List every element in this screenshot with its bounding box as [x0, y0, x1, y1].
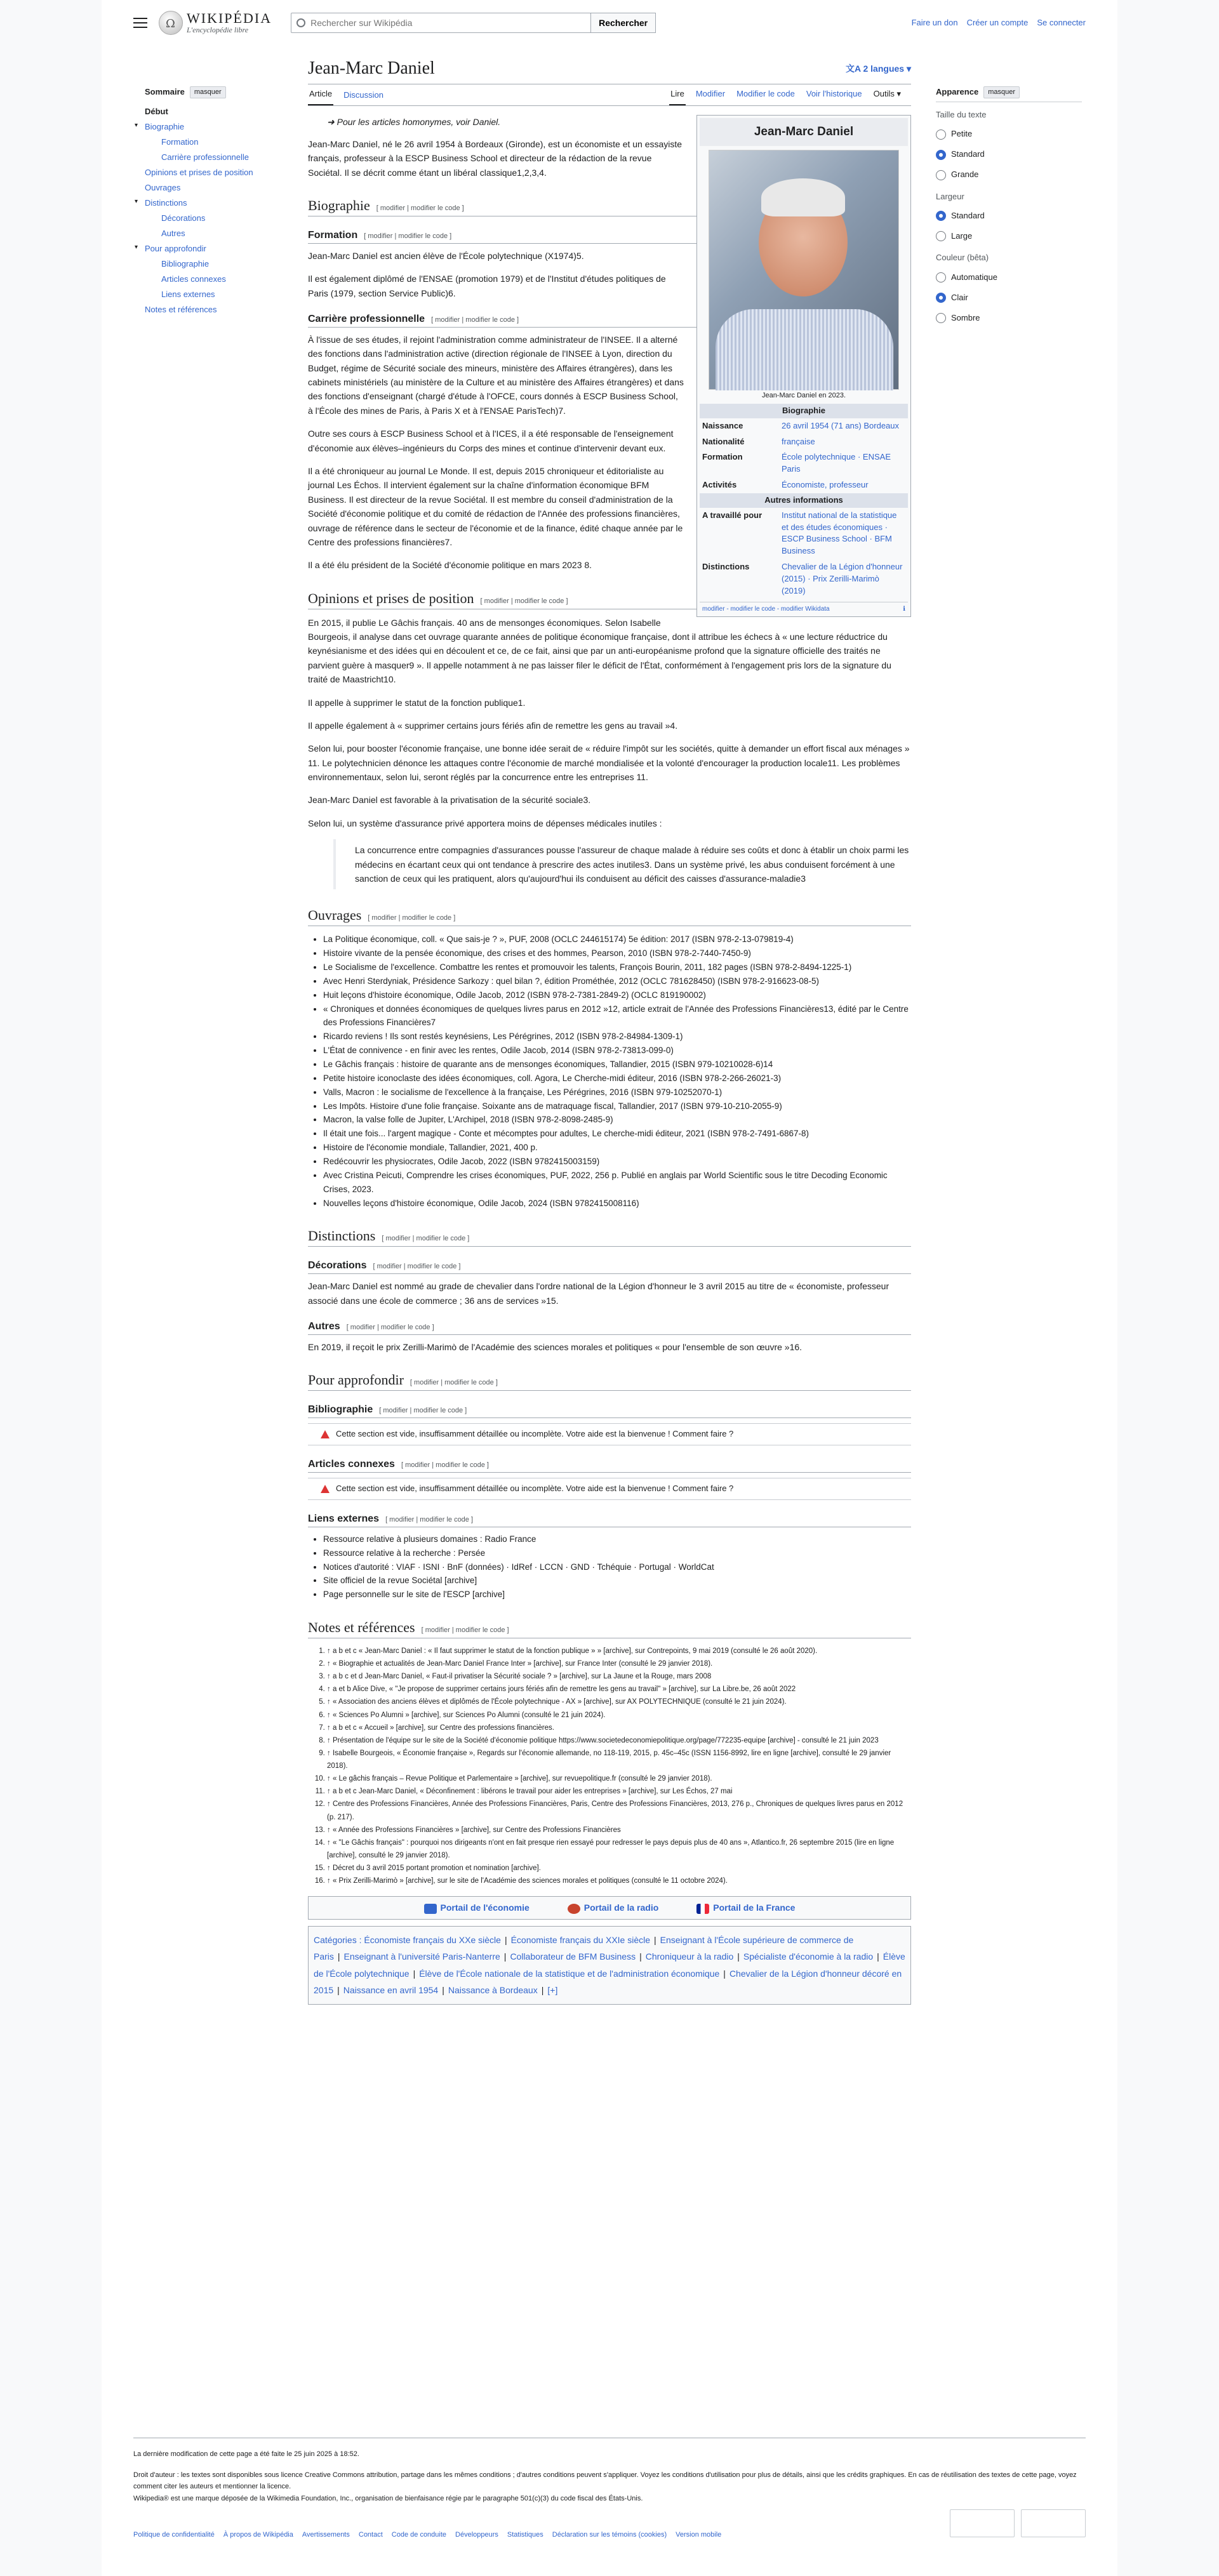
intro-paragraph: Jean-Marc Daniel, né le 26 avril 1954 à Bordeaux (Gironde), est un économiste et un essayiste français, professeur à la ESCP Business School et directeur de la rédaction de la revue Sociétal. Il se décrit comme étant un libéral classique1,2,3,4.: [308, 138, 683, 178]
category-link[interactable]: Enseignant à l'université Paris-Nanterre: [343, 1951, 500, 1962]
portrait-photo[interactable]: [709, 150, 899, 390]
reference-item: 14. ↑ « "Le Gâchis français" : pourquoi nos dirigeants n'ont en fait presque rien essayé pour redresser le pays depuis plus de 40 ans », Atlantico.fr, 26 septembre 2015 (lire en ligne [archive], consulté le 29 janvier 2018).: [327, 1836, 911, 1862]
chevron-down-icon[interactable]: ▾: [135, 197, 138, 205]
paragraph: En 2019, il reçoit le prix Zerilli-Marimò de l'Académie des sciences morales et politiques « pour l'ensemble de son œuvre »16.: [308, 1342, 803, 1352]
toc-item-label[interactable]: Autres: [161, 228, 185, 238]
infobox-value[interactable]: École polytechnique · ENSAE Paris: [782, 452, 891, 474]
appearance-group-label: Taille du texte: [936, 109, 987, 119]
tab-history[interactable]: Voir l'historique: [806, 88, 862, 98]
radio-label: Grande: [951, 169, 979, 180]
page-tabs: [308, 84, 911, 106]
toc-item[interactable]: [145, 227, 297, 242]
reference-item: 7. ↑ a b et c « Accueil » [archive], sur Centre des professions financières.: [327, 1722, 911, 1734]
toc-item[interactable]: [145, 182, 297, 197]
paragraph: Jean-Marc Daniel est favorable à la privatisation de la sécurité sociale3.: [308, 795, 591, 806]
tab-edit[interactable]: Modifier: [695, 88, 726, 98]
toc-item[interactable]: [145, 166, 297, 182]
infobox-value[interactable]: française: [782, 436, 815, 446]
tab-edit-code[interactable]: Modifier le code: [736, 88, 795, 98]
toc-item-label[interactable]: Distinctions: [145, 197, 187, 208]
tab-read[interactable]: Lire: [669, 88, 686, 106]
page-title: Jean-Marc Daniel: [308, 58, 435, 78]
appearance-group-label: Couleur (bêta): [936, 253, 989, 263]
donate-link[interactable]: Faire un don: [911, 17, 958, 27]
language-button[interactable]: 文A 2 langues ▾: [846, 63, 911, 74]
category-link[interactable]: Élève de l'École polytechnique: [314, 1951, 905, 1979]
radio-icon[interactable]: [936, 272, 946, 282]
section-pour-approfondir: [308, 1371, 911, 1391]
toc-item-label[interactable]: Décorations: [161, 213, 206, 223]
reference-item: 9. ↑ Isabelle Bourgeois, « Économie française », Regards sur l'économie allemande, no 118-119, 2015, p. 45c–45c (ISSN 1156-8992, lire en ligne [archive], consulté le 29 janvier 2018).: [327, 1747, 911, 1772]
infobox-key: Activités: [702, 480, 737, 490]
radio-label: Petite: [951, 129, 973, 139]
infobox-key: Distinctions: [702, 562, 750, 572]
heading-text: Carrière professionnelle: [308, 313, 425, 324]
article-content: [308, 57, 911, 2005]
footer-link[interactable]: Avertissements: [302, 2530, 350, 2539]
user-links: [912, 17, 1086, 30]
infobox-row: [700, 449, 908, 477]
category-separator: |: [503, 1951, 507, 1962]
radio-label: Standard: [951, 210, 985, 220]
stub-text: Cette section est vide, insuffisamment détaillée ou incomplète. Votre aide est la bienvenue ! Comment faire ?: [336, 1483, 734, 1493]
infobox-row: [700, 418, 908, 434]
category-separator: |: [737, 1951, 740, 1962]
chevron-down-icon[interactable]: ▾: [135, 243, 138, 251]
categories-label[interactable]: Catégories :: [314, 1934, 362, 1945]
paragraph: Il a été élu président de la Société d'économie politique en mars 2023 8.: [308, 560, 592, 571]
list-item: • Avec Cristina Peicuti, Comprendre les crises économiques, PUF, 2022, 256 p. Publié en anglais par World Scientific sous le titre Decoding Economic Crises, 2023.: [323, 1169, 911, 1197]
category-separator: |: [654, 1934, 656, 1945]
infobox-title: Jean-Marc Daniel: [700, 118, 908, 146]
category-separator: |: [413, 1968, 416, 1979]
list-item: • Petite histoire iconoclaste des idées économiques, coll. Agora, Le Cherche-midi éditeur, 2016 (ISBN 978-2-266-26021-3): [323, 1072, 911, 1086]
reference-item: 5. ↑ « Association des anciens élèves et diplômés de l'École polytechnique - AX » [archive], sur AX POLYTECHNIQUE (consulté le 21 juin 2024).: [327, 1696, 911, 1708]
list-item: • Ricardo reviens ! Ils sont restés keynésiens, Les Pérégrines, 2012 (ISBN 978-2-84984-1309-1): [323, 1030, 911, 1044]
edit-section-link[interactable]: [ modifier | modifier le code ]: [382, 1235, 470, 1243]
list-item: • Huit leçons d'histoire économique, Odile Jacob, 2012 (ISBN 978-2-7381-2849-2) (OCLC 819190002): [323, 988, 911, 1002]
toc-item-label[interactable]: Ouvrages: [145, 182, 181, 192]
radio-icon[interactable]: [936, 211, 946, 221]
reference-item: 1. ↑ a b et c « Jean-Marc Daniel : « Il faut supprimer le statut de la fonction publique » » [archive], sur Contrepoints, 9 mai 2019 (consulté le 26 août 2020).: [327, 1645, 911, 1657]
edit-section-link[interactable]: [ modifier | modifier le code ]: [410, 1379, 498, 1387]
economy-icon: [424, 1904, 437, 1914]
list-item: • Le Socialisme de l'excellence. Combattre les rentes et promouvoir les talents, François Bourin, 2011, 182 pages (ISBN 978-2-8494-1225-1): [323, 960, 911, 974]
paragraph: Il appelle également à « supprimer certains jours fériés afin de remettre les gens au travail »4.: [308, 720, 678, 731]
footer-link[interactable]: À propos de Wikipédia: [223, 2530, 293, 2539]
list-item: • Redécouvrir les physiocrates, Odile Jacob, 2022 (ISBN 9782415003159): [323, 1155, 911, 1169]
list-item: • Il était une fois... l'argent magique - Conte et mécomptes pour adultes, Le cherche-midi éditeur, 2021 (ISBN 978-2-7491-6867-8): [323, 1127, 911, 1141]
list-item: • Histoire de l'économie mondiale, Tallandier, 2021, 400 p.: [323, 1141, 911, 1155]
radio-option[interactable]: [936, 206, 1082, 226]
last-modified: La dernière modification de cette page a été faite le 25 juin 2025 à 18:52.: [133, 2450, 359, 2458]
paragraph: À l'issue de ses études, il rejoint l'administration comme administrateur de l'INSEE. Il a alterné des fonctions dans l'administration active (direction régionale de l'INSEE à Lyon, direction du Budget, régime de Sécurité sociale des mineurs, ministère des Affaires étrangères), dans les cabinets ministériels (au ministère de la Culture et au ministère des Affaires étrangères) et dans des fonctions d'enseignant (chargé d'étude à l'OFCE, cours donnés à ESCP Business School, à l'École des mines de Paris, à Paris X et à l'ENSAE ParisTech)7.: [308, 334, 684, 416]
toc-hide-button[interactable]: masquer: [190, 86, 226, 99]
edit-section-link[interactable]: [ modifier | modifier le code ]: [364, 232, 452, 240]
heading-text: Liens externes: [308, 1513, 380, 1524]
infobox-value[interactable]: Institut national de la statistique et des études économiques · ESCP Business School · BFM Business: [782, 510, 897, 556]
section-ouvrages: [308, 906, 911, 926]
section-autres: [308, 1319, 911, 1335]
paragraph: Selon lui, un système d'assurance privé apportera moins de dépenses médicales inutiles :: [308, 818, 662, 828]
footer-link[interactable]: Code de conduite: [391, 2530, 447, 2539]
main-menu-icon[interactable]: [133, 18, 147, 28]
radio-option[interactable]: [936, 165, 1082, 185]
infobox-key: Formation: [702, 452, 743, 462]
category-link[interactable]: Économiste français du XXe siècle: [364, 1934, 501, 1945]
appearance-group-label: Largeur: [936, 191, 964, 201]
portal-label: Portail de la France: [713, 1902, 796, 1913]
toc-item[interactable]: [135, 197, 297, 212]
paragraph: Selon lui, pour booster l'économie française, une bonne idée serait de « réduire l'impôt sur les sociétés, quitte à demander un effort fiscal aux ménages » 11. Le polytechnicien dénonce les attaques contre l'économie de marché mondialisée et la volonté d'encourager la production locale11. Les problèmes environnementaux, selon lui, seront réglés par la concurrence entre les entreprises 11.: [308, 743, 910, 783]
edit-section-link[interactable]: [ modifier | modifier le code ]: [346, 1324, 434, 1331]
section-notes: [308, 1618, 911, 1638]
edit-section-link[interactable]: [ modifier | modifier le code ]: [385, 1515, 474, 1524]
category-separator: |: [504, 1934, 507, 1945]
category-separator: |: [337, 1985, 340, 1996]
reference-item: 2. ↑ « Biographie et actualités de Jean-Marc Daniel France Inter » [archive], sur France Inter (consulté le 29 janvier 2018).: [327, 1657, 911, 1670]
footer-link[interactable]: Contact: [358, 2530, 383, 2539]
footer-link[interactable]: Déclaration sur les témoins (cookies): [552, 2530, 667, 2539]
language-count: 2 langues: [863, 63, 905, 74]
heading-text: Notes et références: [308, 1619, 415, 1636]
infobox-row: [700, 559, 908, 599]
edit-section-link[interactable]: [ modifier | modifier le code ]: [379, 1407, 467, 1415]
toc-item-label[interactable]: Carrière professionnelle: [161, 152, 250, 162]
infobox-key: Nationalité: [702, 436, 745, 446]
radio-option[interactable]: [936, 308, 1082, 328]
warning-icon: [321, 1430, 330, 1438]
reference-item: 4. ↑ a et b Alice Dive, « "Je propose de supprimer certains jours fériés afin de remettre les gens au travail" » [archive], sur La Libre.be, 26 août 2022: [327, 1683, 911, 1696]
paragraph: Il est également diplômé de l'ENSAE (promotion 1979) et de l'Institut d'études politiques de Paris (1979, section Service Public)6.: [308, 274, 666, 298]
list-item: • Les Impôts. Histoire d'une folie française. Soixante ans de matraquage fiscal, Tallandier, 2017 (ISBN 979-10-210-2055-9): [323, 1099, 911, 1113]
radio-icon[interactable]: [936, 293, 946, 303]
heading-text: Biographie: [308, 197, 370, 213]
category-link[interactable]: Élève de l'École nationale de la statistique et de l'administration économique: [419, 1968, 720, 1979]
toc-item-label[interactable]: Biographie: [145, 121, 185, 131]
heading-text: Formation: [308, 229, 358, 241]
category-link[interactable]: Collaborateur de BFM Business: [510, 1951, 636, 1962]
paragraph: Outre ses cours à ESCP Business School et à l'ICES, il a été responsable de l'enseignement d'économie aux élèves–ingénieurs du Corps des mines et continue d'intervenir devant eux.: [308, 428, 674, 453]
radio-icon[interactable]: [936, 231, 946, 241]
edit-section-link[interactable]: [ modifier | modifier le code ]: [376, 204, 464, 212]
toc-item-label[interactable]: Pour approfondir: [145, 243, 206, 253]
radio-icon[interactable]: [936, 129, 946, 140]
radio-label: Large: [951, 230, 973, 241]
infobox-section-other: Autres informations: [700, 493, 908, 508]
footer: [133, 2438, 1086, 2540]
list-item: • Valls, Macron : le socialisme de l'excellence à la française, Les Pérégrines, 2016 (ISBN 979-10252070-1): [323, 1086, 911, 1099]
search-icon: [296, 18, 305, 27]
category-link[interactable]: Chroniqueur à la radio: [645, 1951, 734, 1962]
category-link[interactable]: Naissance à Bordeaux: [448, 1985, 538, 1996]
radio-option[interactable]: [936, 288, 1082, 308]
infobox-row: [700, 477, 908, 493]
tools-menu[interactable]: Outils ▾: [873, 88, 901, 98]
portal-label: Portail de l'économie: [440, 1902, 530, 1913]
toc-item[interactable]: [145, 258, 297, 273]
paragraph: Jean-Marc Daniel est ancien élève de l'École polytechnique (X1974)5.: [308, 250, 584, 261]
info-icon[interactable]: ℹ: [903, 605, 905, 613]
infobox-row: [700, 434, 908, 450]
stub-notice: [308, 1423, 911, 1445]
stub-notice: [308, 1478, 911, 1500]
reference-item: 3. ↑ a b c et d Jean-Marc Daniel, « Faut-il privatiser la Sécurité sociale ? » [archive], sur La Jaune et la Rouge, mars 2008: [327, 1670, 911, 1683]
globe-icon: [159, 11, 183, 35]
toc-item[interactable]: [145, 273, 297, 288]
infobox-row: [700, 508, 908, 559]
external-link-item[interactable]: • Ressource relative à la recherche : Persée: [323, 1546, 911, 1560]
works-list: [323, 933, 911, 1210]
category-separator: |: [337, 1951, 340, 1962]
radio-icon[interactable]: [936, 150, 946, 160]
search-button[interactable]: Rechercher: [590, 13, 656, 33]
toc-item[interactable]: [145, 212, 297, 227]
reference-item: 16. ↑ « Prix Zerilli-Marimò » [archive], sur le site de l'Académie des sciences morales et politiques (consulté le 11 octobre 2024).: [327, 1875, 911, 1887]
radio-label: Sombre: [951, 312, 980, 322]
category-link[interactable]: [+]: [547, 1985, 558, 1996]
logo-subtitle: L'encyclopédie libre: [187, 25, 249, 34]
category-separator: |: [442, 1985, 444, 1996]
warning-icon: [321, 1485, 330, 1493]
category-link[interactable]: Enseignant à l'École supérieure de commerce de Paris: [314, 1934, 854, 1962]
toc-item[interactable]: [135, 121, 297, 136]
infobox: [696, 115, 911, 617]
list-item: • « Chroniques et données économiques de quelques livres parus en 2012 »12, article extrait de l'Année des Professions Financières13, édité par le Centre des Professions Financières7: [323, 1002, 911, 1030]
toc-item-label[interactable]: Articles connexes: [161, 274, 226, 284]
list-item: • Avec Henri Sterdyniak, Présidence Sarkozy : quel bilan ?, édition Prométhée, 2012 (OCLC 781628450) (ISBN 978-2-916623-08-5): [323, 974, 911, 988]
toc-item-label[interactable]: Bibliographie: [161, 258, 210, 269]
heading-text: Autres: [308, 1321, 340, 1332]
logo-title: WIKIPÉDIA: [187, 10, 272, 26]
toc-item-label[interactable]: Liens externes: [161, 289, 215, 299]
footer-link[interactable]: Développeurs: [455, 2530, 498, 2539]
external-link-item[interactable]: • Notices d'autorité : VIAF · ISNI · BnF (données) · IdRef · LCCN · GND · Tchéquie · Portugal · WorldCat: [323, 1560, 911, 1574]
toc-item-label[interactable]: Notes et références: [145, 304, 217, 314]
toc-item[interactable]: [145, 303, 297, 319]
trademark-text: Wikipedia® est une marque déposée de la Wikimedia Foundation, Inc., organisation de bienfaisance régie par le paragraphe 501(c)(3) du code fiscal des États-Unis.: [133, 2495, 643, 2503]
toc-item[interactable]: [145, 105, 297, 121]
toc-title: Sommaire: [145, 87, 185, 96]
reference-item: 15. ↑ Décret du 3 avril 2015 portant promotion et nomination [archive].: [327, 1862, 911, 1875]
search-box: [291, 13, 591, 33]
chevron-down-icon[interactable]: ▾: [135, 121, 138, 129]
paragraph: Jean-Marc Daniel est nommé au grade de chevalier dans l'ordre national de la Légion d'honneur le 3 avril 2015 au titre de « économiste, professeur associé dans une école de commerce ; 36 ans de services »15.: [308, 1281, 889, 1306]
category-separator: |: [723, 1968, 726, 1979]
portal-france[interactable]: [696, 1901, 795, 1915]
heading-text: Articles connexes: [308, 1458, 395, 1470]
category-separator: |: [639, 1951, 642, 1962]
toc-item[interactable]: [145, 151, 297, 166]
quotation: La concurrence entre compagnies d'assurances pousse l'assureur de chaque malade à réduire ses coûts et donc à établir un choix parmi les médecins en écartant ceux qui ont tendance à prescrire des actes inutiles3. Dans un système privé, les abus conduisent forcément à une sanction de ceux qui les pratiquent, alors qu'aujourd'hui ils conduisent au déficit des caisses d'assurance-maladie3: [333, 839, 911, 889]
login-link[interactable]: Se connecter: [1037, 17, 1086, 27]
categories-box: [308, 1926, 911, 2005]
reference-item: 6. ↑ « Sciences Po Alumni » [archive], sur Sciences Po Alumni (consulté le 21 juin 2024).: [327, 1709, 911, 1722]
tab-discussion[interactable]: Discussion: [343, 90, 383, 100]
category-separator: |: [541, 1985, 544, 1996]
radio-icon[interactable]: [936, 170, 946, 180]
radio-option[interactable]: [936, 145, 1082, 165]
tab-article[interactable]: Article: [308, 88, 333, 106]
reference-item: 10. ↑ « Le gâchis français – Revue Politique et Parlementaire » [archive], sur revuepolitique.fr (consulté le 29 janvier 2018).: [327, 1772, 911, 1785]
radio-label: Automatique: [951, 272, 997, 282]
heading-text: Pour approfondir: [308, 1372, 404, 1388]
appearance-title: Apparence: [936, 87, 979, 96]
footer-link[interactable]: Statistiques: [507, 2530, 543, 2539]
edit-section-link[interactable]: [ modifier | modifier le code ]: [368, 914, 456, 922]
list-item: • L'État de connivence - en finir avec les rentes, Odile Jacob, 2014 (ISBN 978-2-73813-099-0): [323, 1044, 911, 1058]
external-link-item[interactable]: • Page personnelle sur le site de l'ESCP [archive]: [323, 1588, 911, 1602]
portals-bar: [308, 1896, 911, 1919]
toc-item-label[interactable]: Formation: [161, 136, 199, 147]
footer-link[interactable]: Version mobile: [676, 2530, 722, 2539]
category-link[interactable]: Chevalier de la Légion d'honneur décoré en 2015: [314, 1968, 902, 1996]
reference-item: 11. ↑ a b et c Jean-Marc Daniel, « Déconfinement : libérons le travail pour aider les entreprises » [archive], sur Les Échos, 27 mai: [327, 1785, 911, 1798]
toc-item[interactable]: [135, 242, 297, 258]
section-bibliographie: [308, 1402, 911, 1418]
edit-section-link[interactable]: [ modifier | modifier le code ]: [373, 1263, 461, 1271]
list-item: • Macron, la valse folle de Jupiter, L'Archipel, 2018 (ISBN 978-2-8098-2485-9): [323, 1113, 911, 1127]
radio-option[interactable]: [936, 267, 1082, 288]
list-item: • Histoire vivante de la pensée économique, des crises et des hommes, Pearson, 2010 (ISBN 978-2-7440-7450-9): [323, 946, 911, 960]
paragraph: Il appelle à supprimer le statut de la fonction publique1.: [308, 697, 526, 708]
portal-economie[interactable]: [424, 1901, 530, 1915]
list-item: • La Politique économique, coll. « Que sais-je ? », PUF, 2008 (OCLC 244615174) 5e édition: 2017 (ISBN 978-2-13-079819-4): [323, 933, 911, 946]
toc-item-label[interactable]: Opinions et prises de position: [145, 167, 253, 177]
portal-label: Portail de la radio: [583, 1902, 659, 1913]
infobox-value[interactable]: Chevalier de la Légion d'honneur (2015) · Prix Zerilli-Marimò (2019): [782, 562, 903, 595]
toc-item[interactable]: [145, 136, 297, 151]
radio-option[interactable]: [936, 226, 1082, 246]
create-account-link[interactable]: Créer un compte: [966, 17, 1029, 27]
search-input[interactable]: [310, 18, 590, 28]
paragraph: En 2015, il publie Le Gâchis français. 40 ans de mensonges économiques. Selon Isabelle Bourgeois, il analyse dans cet ouvrage quarante années de politique économique française, dont il attribue les échecs à « une lecture réductrice du keynésianisme et des idées qui en découlent et ce, de ce fait, ainsi que par un anti-européanisme profond que la signature officielle des traités ne parvient guère à masquer9 ». Il appelle notamment à ne pas laisser filer le déficit de l'État, conformément à l'engagement pris lors de la signature du traité de Maastricht10.: [308, 617, 891, 685]
france-flag-icon: [696, 1904, 709, 1914]
list-item: • Nouvelles leçons d'histoire économique, Odile Jacob, 2024 (ISBN 9782415008116): [323, 1197, 911, 1211]
radio-label: Standard: [951, 149, 985, 159]
heading-text: Distinctions: [308, 1228, 376, 1244]
infobox-key: A travaillé pour: [702, 510, 763, 520]
external-links-list: [323, 1532, 911, 1602]
section-articles-connexes: [308, 1457, 911, 1473]
stub-text: Cette section est vide, insuffisamment détaillée ou incomplète. Votre aide est la bienvenue ! Comment faire ?: [336, 1429, 734, 1439]
footer-links: [133, 2529, 1086, 2541]
table-of-contents: [135, 86, 297, 319]
header: [133, 8, 1086, 38]
radio-label: Clair: [951, 292, 968, 302]
edit-section-link[interactable]: [ modifier | modifier le code ]: [421, 1626, 509, 1635]
category-link[interactable]: Spécialiste d'économie à la radio: [743, 1951, 874, 1962]
tools-label: Outils: [873, 88, 895, 98]
portal-radio[interactable]: [568, 1901, 658, 1915]
heading-text: Opinions et prises de position: [308, 590, 474, 606]
radio-icon[interactable]: [936, 313, 946, 323]
category-link[interactable]: Naissance en avril 1954: [343, 1985, 439, 1996]
edit-section-link[interactable]: [ modifier | modifier le code ]: [401, 1461, 489, 1469]
footer-link[interactable]: Politique de confidentialité: [133, 2530, 215, 2539]
radio-option[interactable]: [936, 124, 1082, 145]
disambiguation-icon: ➜: [327, 117, 337, 128]
heading-text: Ouvrages: [308, 907, 362, 924]
appearance-panel: [936, 86, 1082, 328]
heading-text: Bibliographie: [308, 1404, 373, 1416]
section-decorations: [308, 1258, 911, 1274]
reference-item: 13. ↑ « Année des Professions Financières » [archive], sur Centre des Professions Financières: [327, 1824, 911, 1836]
heading-text: Décorations: [308, 1260, 367, 1271]
radio-icon: [568, 1904, 580, 1914]
infobox-value[interactable]: 26 avril 1954 (71 ans) Bordeaux: [782, 420, 900, 430]
external-link-item[interactable]: • Ressource relative à plusieurs domaines : Radio France: [323, 1532, 911, 1546]
list-item: • Le Gâchis français : histoire de quarante ans de mensonges économiques, Tallandier, 2015 (ISBN 979-10210028-6)14: [323, 1058, 911, 1072]
section-distinctions: [308, 1226, 911, 1247]
references-list: [327, 1645, 911, 1887]
category-separator: |: [877, 1951, 879, 1962]
infobox-key: Naissance: [702, 420, 743, 430]
license-text: Droit d'auteur : les textes sont disponibles sous licence Creative Commons attribution, partage dans les mêmes conditions ; d'autres conditions peuvent s'appliquer. Voyez les conditions d'utilisation pour plus de détails, ainsi que les crédits graphiques. En cas de réutilisation des textes de cette page, voyez comment citer les auteurs et mentionner la licence.: [133, 2471, 1077, 2491]
edit-section-link[interactable]: [ modifier | modifier le code ]: [480, 597, 568, 605]
toc-item-label[interactable]: Début: [145, 106, 168, 116]
external-link-item[interactable]: • Site officiel de la revue Sociétal [archive]: [323, 1574, 911, 1588]
paragraph: Il a été chroniqueur au journal Le Monde. Il est, depuis 2015 chroniqueur et éditorialiste au journal Les Échos. Il intervient également sur la chaîne d'information économique BFM Business. Il est directeur de la revue Sociétal. Il est membre du conseil d'administration de la Société d'économie politique et du comité de rédaction de l'Année des professions financières, ouvrage de référence dans le secteur de l'économie et de la finance, édité chaque année par le Centre des professions financières7.: [308, 466, 683, 547]
wikipedia-logo[interactable]: [159, 11, 272, 35]
section-liens-externes: [308, 1511, 911, 1527]
reference-item: 8. ↑ Présentation de l'équipe sur le site de la Société d'économie politique https://www.societedeconomiepolitique.org/page/772235-equipe [archive] - consulté le 21 juin 2023: [327, 1734, 911, 1747]
wikimedia-logo[interactable]: [950, 2509, 1015, 2537]
toc-item[interactable]: [145, 288, 297, 303]
infobox-edit-links[interactable]: modifier - modifier le code - modifier Wikidata: [702, 605, 830, 613]
translate-icon: 文A: [846, 63, 863, 74]
reference-item: 12. ↑ Centre des Professions Financières, Année des Professions Financières, Paris, Centre des Professions Financières, 2013, 276 p., Chroniques de quelques livres parus en 2012 (p. 217).: [327, 1798, 911, 1823]
category-link[interactable]: Économiste français du XXIe siècle: [510, 1934, 651, 1945]
hatnote-text: Pour les articles homonymes, voir Daniel.: [336, 117, 501, 128]
photo-caption: Jean-Marc Daniel en 2023.: [761, 391, 846, 399]
infobox-value[interactable]: Économiste, professeur: [782, 480, 869, 490]
infobox-section-bio: Biographie: [700, 404, 908, 418]
appearance-hide-button[interactable]: masquer: [983, 86, 1020, 99]
edit-section-link[interactable]: [ modifier | modifier le code ]: [431, 315, 519, 324]
mediawiki-logo[interactable]: [1021, 2509, 1086, 2537]
